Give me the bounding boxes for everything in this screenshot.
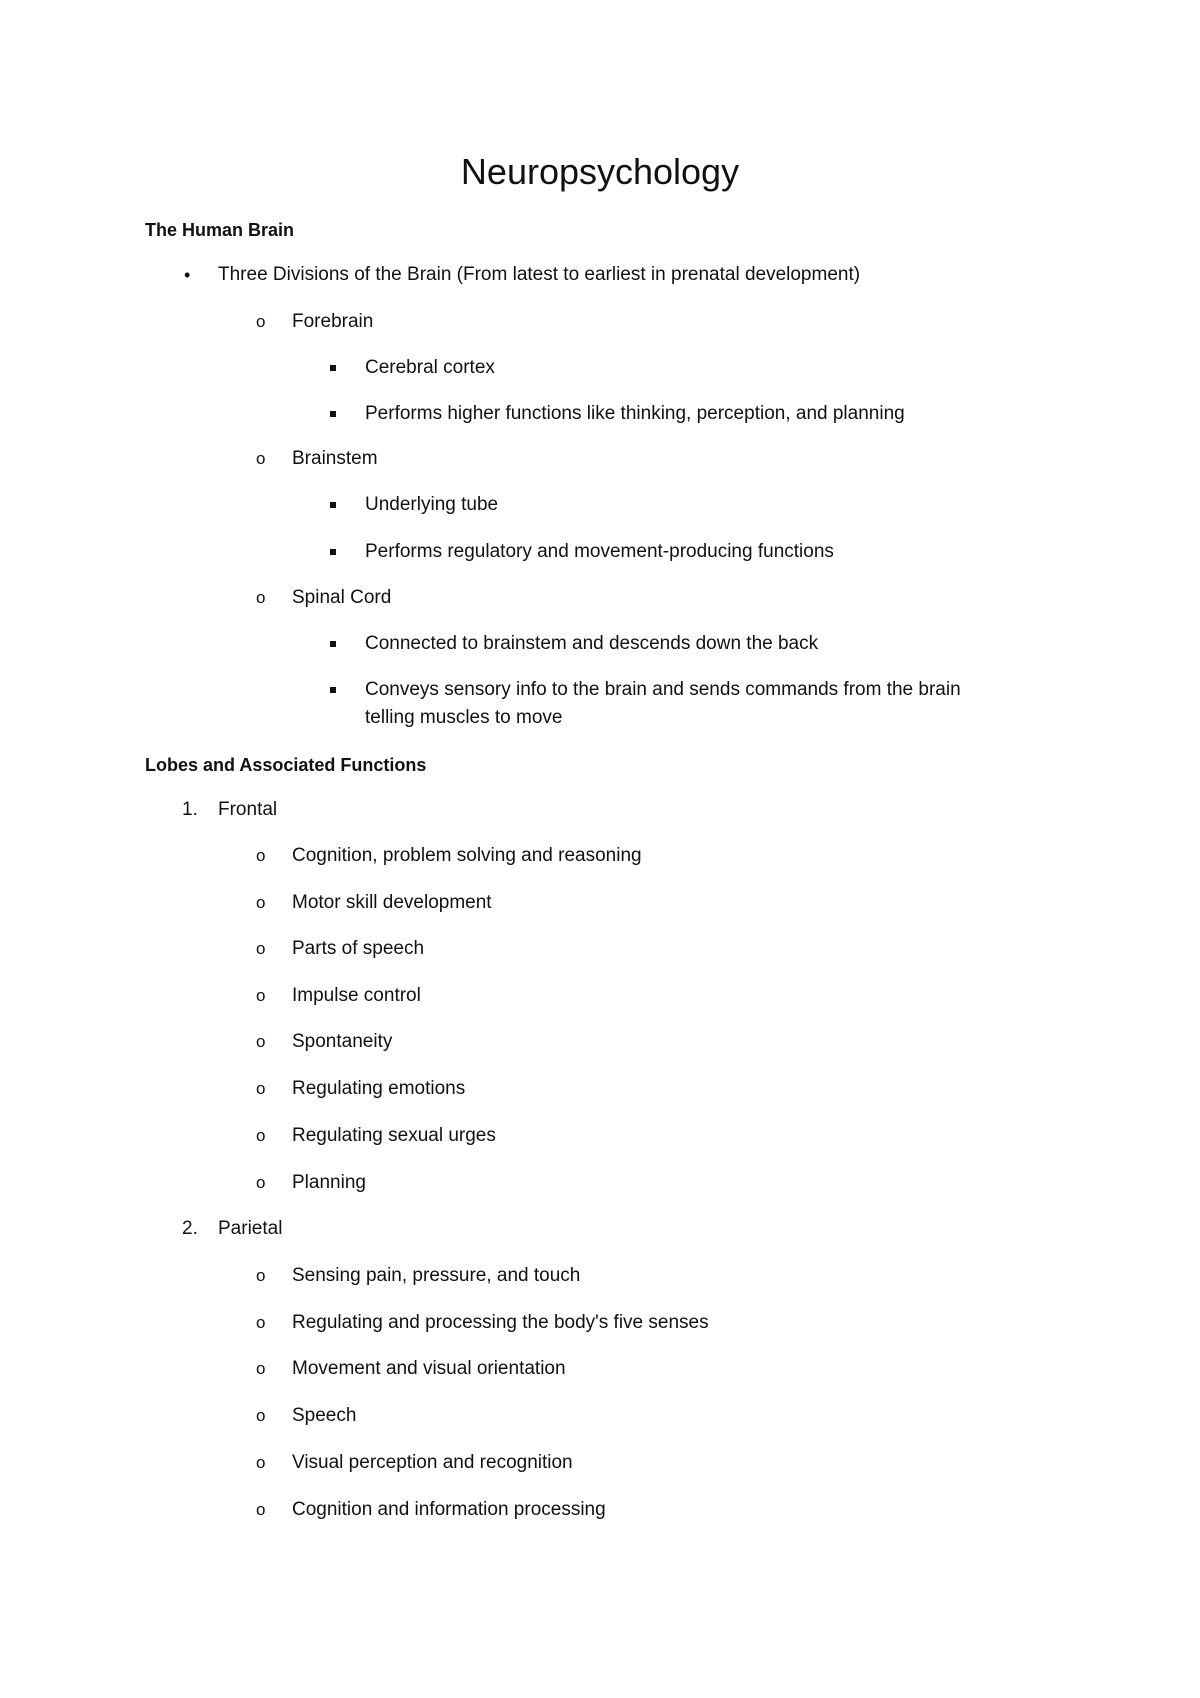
list-item-point: Performs higher functions like thinking, perception, and planning [365,403,905,424]
bullet-circle-icon: o [256,1126,266,1145]
list-item-function: Movement and visual orientation [292,1358,566,1379]
list-number: 1. [182,799,198,820]
list-item-function: Regulating and processing the body's five senses [292,1312,709,1333]
bullet-circle-icon: o [256,1500,266,1519]
list-item-function: Motor skill development [292,892,492,913]
list-item-point: Conveys sensory info to the brain and sends commands from the brain [365,679,961,700]
bullet-circle-icon: o [256,939,266,958]
bullet-circle-icon: o [256,1453,266,1472]
bullet-square-icon [330,687,336,693]
list-item-function: Sensing pain, pressure, and touch [292,1265,581,1286]
bullet-circle-icon: o [256,312,266,331]
bullet-square-icon [330,641,336,647]
bullet-square-icon [330,502,336,508]
bullet-circle-icon: o [256,893,266,912]
list-item-lobe: Frontal [218,799,278,820]
bullet-circle-icon: o [256,588,266,607]
list-item-point: Connected to brainstem and descends down the back [365,633,819,654]
list-item-point: Performs regulatory and movement-producing functions [365,541,834,562]
bullet-disc-icon: • [184,265,191,285]
list-number: 2. [182,1218,198,1239]
list-item-function: Cognition, problem solving and reasoning [292,845,642,866]
list-item-function: Regulating emotions [292,1078,466,1099]
list-item-function: Parts of speech [292,938,425,959]
bullet-circle-icon: o [256,1406,266,1425]
bullet-circle-icon: o [256,1359,266,1378]
list-item-function: Impulse control [292,985,421,1006]
section-heading-human-brain: The Human Brain [145,220,295,240]
list-item-function: Cognition and information processing [292,1499,606,1520]
list-item-point-continued: telling muscles to move [365,707,563,728]
list-item-function: Spontaneity [292,1031,393,1052]
section-heading-lobes: Lobes and Associated Functions [145,755,427,775]
list-item-function: Planning [292,1172,366,1193]
bullet-square-icon [330,365,336,371]
list-item-division: Brainstem [292,448,378,469]
bullet-circle-icon: o [256,1032,266,1051]
list-item-function: Visual perception and recognition [292,1452,573,1473]
page-title: Neuropsychology [460,151,740,192]
list-item-division: Forebrain [292,311,374,332]
bullet-circle-icon: o [256,1313,266,1332]
bullet-circle-icon: o [256,986,266,1005]
bullet-square-icon [330,411,336,417]
bullet-circle-icon: o [256,846,266,865]
bullet-square-icon [330,549,336,555]
list-item-lobe: Parietal [218,1218,283,1239]
bullet-circle-icon: o [256,1266,266,1285]
list-item-division: Spinal Cord [292,587,392,608]
bullet-circle-icon: o [256,1079,266,1098]
bullet-circle-icon: o [256,1173,266,1192]
list-item-point: Cerebral cortex [365,357,495,378]
list-item-point: Underlying tube [365,494,499,515]
list-item-function: Speech [292,1405,357,1426]
list-item-function: Regulating sexual urges [292,1125,496,1146]
list-item-intro: Three Divisions of the Brain (From latest to earliest in prenatal development) [218,264,861,285]
bullet-circle-icon: o [256,449,266,468]
